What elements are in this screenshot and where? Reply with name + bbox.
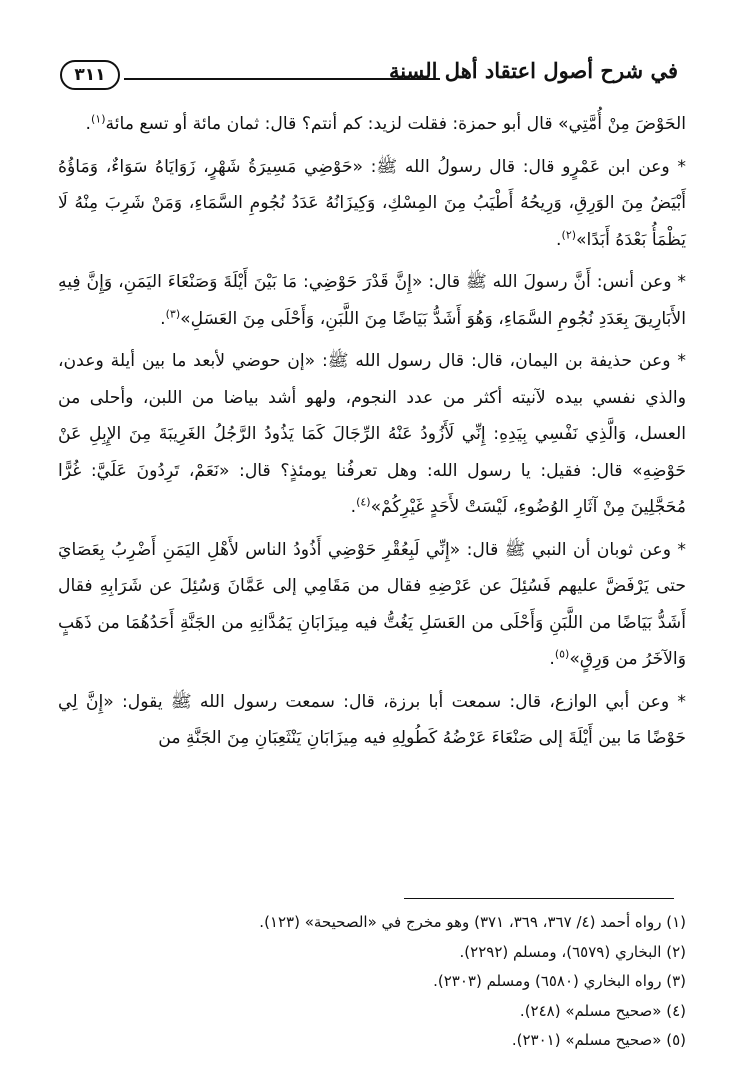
- header-rule: [124, 78, 440, 80]
- paragraph-text: وعن أبي الوازع، قال: سمعت أبا برزة، قال: سمعت رسول الله ﷺ يقول: «إِنَّ لِي حَوْضًا مَا بين أَيْلَةَ إلى صَنْعَاءَ عَرْضُهُ كَطُولِهِ فيه مِيزَابَانِ يَنْثَعِبَانِ مِنَ الجَنَّةِ من: [58, 691, 686, 748]
- footnote-item: (٥) «صحيح مسلم» (٢٣٠١).: [511, 1031, 686, 1049]
- paragraph-end: .: [85, 114, 91, 134]
- running-title: في شرح أصول اعتقاد أهل السنة: [388, 58, 678, 83]
- paragraph: [58, 684, 686, 757]
- footnote-separator: [404, 898, 674, 899]
- paragraph-text: وعن أنس: أَنَّ رسولَ الله ﷺ قال: «إِنَّ قَدْرَ حَوْضِي: مَا بَيْنَ أَيْلَةَ وَصَنْعَاءَ اليَمَنِ، وَإِنَّ فِيهِ الأَبَارِيقَ بِعَدَدِ نُجُومِ السَّمَاءِ، وَهُوَ أَشَدُّ بَيَاضًا مِنَ اللَّبَنِ، وَأَحْلَى مِنَ العَسَلِ»: [58, 272, 686, 329]
- footnote-item: (٤) «صحيح مسلم» (٢٤٨).: [519, 1001, 686, 1020]
- main-text: [58, 106, 686, 763]
- page-number: ٣١١: [60, 60, 120, 90]
- paragraph-text: وعن ثوبان أن النبي ﷺ قال: «إِنِّي لَبِعُقْرِ حَوْضِي أَذُودُ الناس لأَهْلِ اليَمَنِ أَضْرِبُ بِعَصَايَ حتى يَرْفَضَّ عليهم فَسُئِلَ عن عَرْضِهِ فقال من مَقَامِي إلى عَمَّانَ وَسُئِلَ عن شَرَابِهِ فقال أَشَدُّ بَيَاضًا من اللَّبَنِ وَأَحْلَى من العَسَلِ يَغُتُّ فيه مِيزَابَانِ يَمُدَّانِهِ من الجَنَّةِ أَحَدُهُمَا من ذَهَبٍ وَالآخَرُ من وَرِقٍ»: [58, 539, 686, 669]
- paragraph: [58, 264, 686, 337]
- paragraph-end: .: [350, 497, 357, 517]
- paragraph: [58, 106, 686, 143]
- paragraph-end: .: [556, 229, 562, 250]
- footnote-ref: (٢): [561, 227, 577, 241]
- paragraph: [58, 149, 686, 259]
- footnotes: [58, 908, 686, 1056]
- footnote-item: (١) رواه أحمد (٤/ ٣٦٧، ٣٦٩، ٣٧١) وهو مخرج في «الصحيحة» (١٢٣).: [259, 913, 686, 931]
- paragraph: [58, 343, 686, 526]
- paragraph-text: وعن ابن عَمْرٍو قال: قال رسولُ الله ﷺ: «حَوْضِي مَسِيرَةُ شَهْرٍ، زَوَايَاهُ سَوَاءٌ، وَمَاؤُهُ أَبْيَضُ مِنَ الوَرِقِ، وَرِيحُهُ أَطْيَبُ مِنَ المِسْكِ، وَكِيزَانُهُ عَدَدُ نُجُومِ السَّمَاءِ، وَمَنْ شَرِبَ مِنْهُ لَا يَظْمَأُ بَعْدَهُ أَبَدًا»: [58, 156, 686, 250]
- paragraph-end: .: [549, 649, 555, 669]
- footnote-ref: (٥): [554, 647, 570, 661]
- paragraph-end: .: [160, 308, 166, 329]
- footnote-ref: (٣): [165, 306, 181, 320]
- page-header: [60, 56, 678, 96]
- footnote-item: (٢) البخاري (٦٥٧٩)، ومسلم (٢٢٩٢).: [459, 942, 686, 961]
- footnote-ref: (١): [90, 112, 106, 126]
- footnote-ref: (٤): [356, 495, 371, 509]
- paragraph-text: الحَوْضَ مِنْ أُمَّتِي» قال أبو حمزة: فقلت لزيد: كم أنتم؟ قال: ثمان مائة أو تسع مائة: [105, 114, 686, 134]
- paragraph: [58, 532, 686, 678]
- paragraph-text: وعن حذيفة بن اليمان، قال: قال رسول الله ﷺ: «إن حوضي لأبعد ما بين أيلة وعدن، والذي نفسي بيده لآنيته أكثر من عدد النجوم، ولهو أشد بياضا من اللبن، وأحلى من العسل، وَالَّذِي نَفْسِي بِيَدِهِ: إِنِّي لَأَزُودُ عَنْهُ الرِّجَالَ كَمَا يَذُودُ الرَّجُلُ الغَرِيبَةَ مِنَ الإِبِلِ عَنْ حَوْضِهِ» قال: فقيل: يا رسول الله: وهل تعرفُنا يومئذٍ؟ قال: «نَعَمْ، تَرِدُونَ عَلَيَّ: غُرًّا مُحَجَّلِينَ مِنْ آثَارِ الوُضُوءِ، لَيْسَتْ لأَحَدٍ غَيْرِكُمْ»: [58, 351, 686, 517]
- footnote-item: (٣) رواه البخاري (٦٥٨٠) ومسلم (٢٣٠٣).: [433, 972, 686, 990]
